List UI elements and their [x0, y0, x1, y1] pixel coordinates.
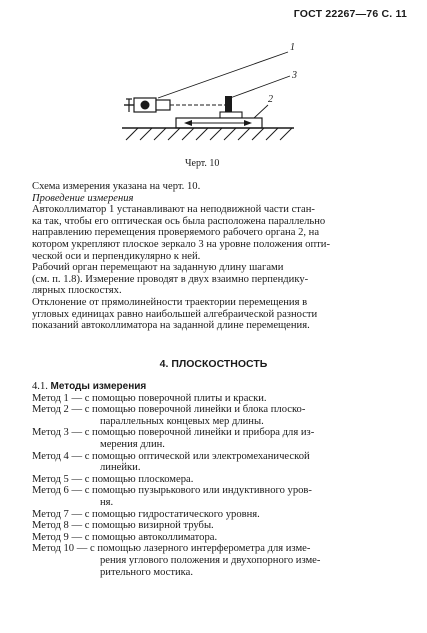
method-item	[32, 509, 410, 521]
method-item	[32, 520, 410, 532]
method-item	[32, 485, 410, 497]
method-name: Метод 4 —	[32, 450, 85, 462]
leader-line-1	[158, 52, 288, 98]
section-title: 4. ПЛОСКОСТНОСТЬ	[159, 358, 268, 370]
method-continuation: рения углового положения и двухопорного изме-	[100, 554, 321, 566]
methods-block	[32, 381, 410, 578]
method-item	[32, 451, 410, 463]
measurement-procedure-block	[32, 181, 410, 332]
fixed-base	[122, 128, 294, 140]
movement-line: (см. п. 1.8). Измерение проводят в двух взаимно перпендику-	[32, 273, 309, 285]
method-item	[32, 532, 410, 544]
procedure-line: направлению перемещения проверяемого рабочего органа 2, на	[32, 227, 320, 239]
method-text: с помощью лазерного интерферометра для изме-	[90, 543, 311, 555]
measurement-scheme-figure	[118, 40, 318, 160]
subheading-text: Методы измерения	[50, 381, 147, 392]
procedure-line: ка так, чтобы его оптическая ось была расположена параллельно	[32, 215, 326, 227]
movement-line: Рабочий орган перемещают на заданную длину шагами	[32, 262, 284, 274]
method-name: Метод 6 —	[32, 485, 85, 497]
method-text: с помощью гидростатического уровня.	[84, 508, 260, 520]
method-continuation: рительного мостика.	[100, 566, 194, 578]
procedure-line: ческой оси и перпендикулярно к ней.	[32, 250, 201, 262]
deviation-line: угловых единицах равно наибольшей алгебраической разности	[32, 308, 318, 320]
method-text: с помощью поверочной линейки и прибора для из-	[84, 427, 315, 439]
movement-line: лярных плоскостях.	[32, 285, 122, 297]
subheading-number: 4.1.	[32, 381, 48, 392]
page-header: ГОСТ 22267—76 С. 11	[293, 8, 407, 20]
method-name: Метод 2 —	[32, 404, 85, 416]
figure-label-3: 3	[292, 70, 297, 81]
method-item	[32, 543, 410, 555]
method-text: с помощью поверочной линейки и блока плоско-	[84, 404, 306, 416]
method-continuation: мерения длин.	[100, 438, 165, 450]
figure-caption: Черт. 10	[185, 158, 220, 169]
method-item	[32, 393, 410, 405]
method-name: Метод 3 —	[32, 427, 85, 439]
methods-subheading	[32, 381, 410, 393]
method-text: с помощью визирной трубы.	[84, 520, 214, 532]
mirror-icon	[220, 96, 242, 118]
method-name: Метод 7 —	[32, 508, 85, 520]
method-item	[32, 427, 410, 439]
procedure-line: котором укрепляют плоское зеркало 3 на уровне положения опти-	[32, 238, 330, 250]
method-text: с помощью оптической или электромеханической	[84, 450, 310, 462]
method-name: Метод 1 —	[32, 392, 85, 404]
method-text: с помощью пузырькового или индуктивного уров-	[84, 485, 312, 497]
autocollimator-icon	[124, 98, 170, 112]
method-item	[32, 474, 410, 486]
method-name: Метод 9 —	[32, 531, 85, 543]
method-text: с помощью автоколлиматора.	[84, 531, 218, 543]
method-text: с помощью плоскомера.	[84, 473, 194, 485]
deviation-line: показаний автоколлиматора на заданной длине перемещения.	[32, 320, 310, 332]
procedure-heading: Проведение измерения	[32, 192, 134, 204]
deviation-line: Отклонение от прямолинейности траектории перемещения в	[32, 296, 308, 308]
method-continuation: линейки.	[100, 462, 141, 474]
leader-line-3	[230, 76, 290, 98]
method-continuation: ня.	[100, 496, 114, 508]
method-item	[32, 404, 410, 416]
method-continuation: параллельных концевых мер длины.	[100, 415, 264, 427]
figure-label-2: 2	[268, 94, 273, 105]
figure-label-1: 1	[290, 42, 295, 53]
procedure-line: Автоколлиматор 1 устанавливают на неподвижной части стан-	[32, 204, 315, 216]
scheme-reference-text: Схема измерения указана на черт. 10.	[32, 181, 201, 192]
method-name: Метод 8 —	[32, 520, 85, 532]
method-text: с помощью поверочной плиты и краски.	[84, 392, 267, 404]
method-name: Метод 10 —	[32, 543, 90, 555]
leader-line-2	[254, 105, 268, 118]
method-name: Метод 5 —	[32, 473, 85, 485]
